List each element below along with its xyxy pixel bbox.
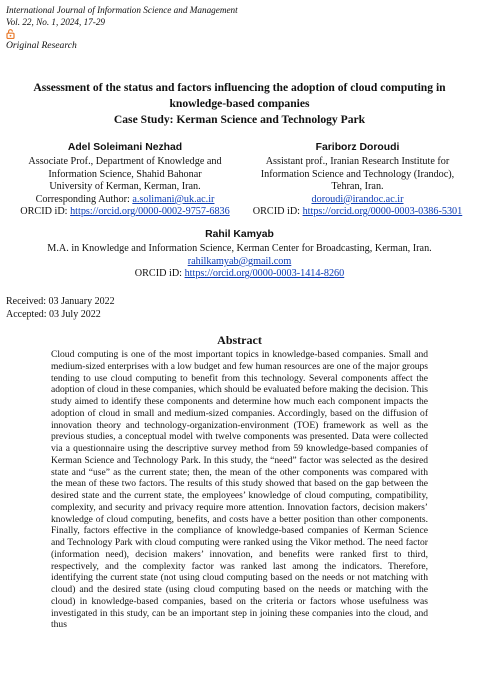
author-name: Fariborz Doroudi	[315, 142, 400, 153]
title-line: Case Study: Kerman Science and Technology Park	[113, 113, 366, 126]
abstract-text: Cloud computing is one of the most important topics in knowledge-based companies. Small and medium-sized enterprises with a low budget and few human resources are one of the major groups tending to use cloud computing to benefit from this technology. Several components affect the adoption of cloud in these companies, which should be evaluated before making the decision. This study aimed to identify these components and determine how much each component impacts the adoption of cloud in small and medium-sized companies. Accordingly, based on the diffusion of innovation theory and technology-organization-environment (TOE) framework as well as the previous studies, a conceptual model with twelve components was presented. Data were collected via a questionnaire using the descriptive survey method from 59 knowledge-based companies of Kerman Science and Technology Park. In this study, the “need” factor was selected as the desired state and “use” as the current state; then, the mean of the other components was compared with the mean of these two factors. The results of this study showed that based on the gap between the desired state and the current state, the employees’ knowledge of cloud computing, compatibility, complexity, and security and privacy require more attention. Innovation factors, decision makers’ knowledge of cloud computing, benefits, and costs have a better position than other components. Finally, factors effective in the compliance of knowledge-based companies of Kerman Science and Technology Park with cloud computing were ranked using the Vikor method. The need factor (information need), decision makers’ innovation, and benefits were ranked first to third, respectively, and the complexity factor was ranked last among the indicators. Therefore, identifying the current state (not using cloud computing based on the needs or not matching with cloud) and the desired state (using cloud computing based on the needs or matching with the cloud) in knowledge-based companies, based on the criteria or factors whose usefulness was investigated in this study, can be an important step in joining these companies into the cloud, and thus	[51, 349, 428, 631]
orcid-line	[240, 206, 475, 218]
corresponding-line	[10, 194, 240, 206]
author-name: Rahil Kamyab	[205, 229, 274, 240]
title-line: knowledge-based companies	[169, 97, 310, 110]
orcid-line	[10, 268, 469, 280]
orcid-label: ORCID iD:	[252, 206, 303, 218]
orcid-label: ORCID iD:	[20, 206, 71, 218]
orcid-link[interactable]: https://orcid.org/0000-0003-1414-8260	[184, 268, 345, 280]
author-block-3	[10, 229, 469, 281]
orcid-link[interactable]: https://orcid.org/0000-0003-0386-5301	[302, 206, 463, 218]
journal-volume: Vol. 22, No. 1, 2024, 17-29	[6, 17, 106, 27]
email-line	[240, 194, 475, 206]
affiliation-line: Associate Prof., Department of Knowledge and	[28, 156, 222, 168]
email-line	[10, 256, 469, 268]
affiliation-line: University of Kerman, Kerman, Iran.	[49, 181, 201, 193]
email-link[interactable]: rahilkamyab@gmail.com	[187, 255, 292, 267]
title-line: Assessment of the status and factors influencing the adoption of cloud computing in	[33, 81, 446, 94]
article-type: Original Research	[6, 40, 77, 51]
journal-header	[6, 4, 238, 28]
paper-title	[10, 80, 469, 128]
affiliation-line: Assistant prof., Iranian Research Institute for	[265, 156, 450, 168]
orcid-line	[10, 206, 240, 218]
affiliation-line: Information Science, Shahid Bahonar	[48, 168, 202, 180]
author-name: Adel Soleimani Nezhad	[67, 142, 183, 153]
open-access-icon	[6, 29, 15, 39]
email-link[interactable]: doroudi@irandoc.ac.ir	[311, 193, 404, 205]
received-date: Received: 03 January 2022	[6, 296, 115, 307]
email-link[interactable]: a.solimani@uk.ac.ir	[132, 193, 215, 205]
affiliation-line: M.A. in Knowledge and Information Science, Kerman Center for Broadcasting, Kerman, Iran.	[47, 243, 432, 255]
author-block-1	[10, 142, 240, 218]
author-block-2	[240, 142, 475, 218]
orcid-label: ORCID iD:	[134, 268, 185, 280]
article-dates	[6, 295, 115, 321]
accepted-date: Accepted: 03 July 2022	[6, 309, 101, 320]
journal-name: International Journal of Information Science and Management	[6, 5, 238, 15]
abstract-heading: Abstract	[217, 333, 262, 347]
affiliation-line: Tehran, Iran.	[331, 181, 384, 193]
affiliation-line: Information Science and Technology (Irandoc),	[260, 168, 455, 180]
orcid-link[interactable]: https://orcid.org/0000-0002-9757-6836	[70, 206, 230, 218]
corresponding-label: Corresponding Author:	[35, 193, 133, 205]
